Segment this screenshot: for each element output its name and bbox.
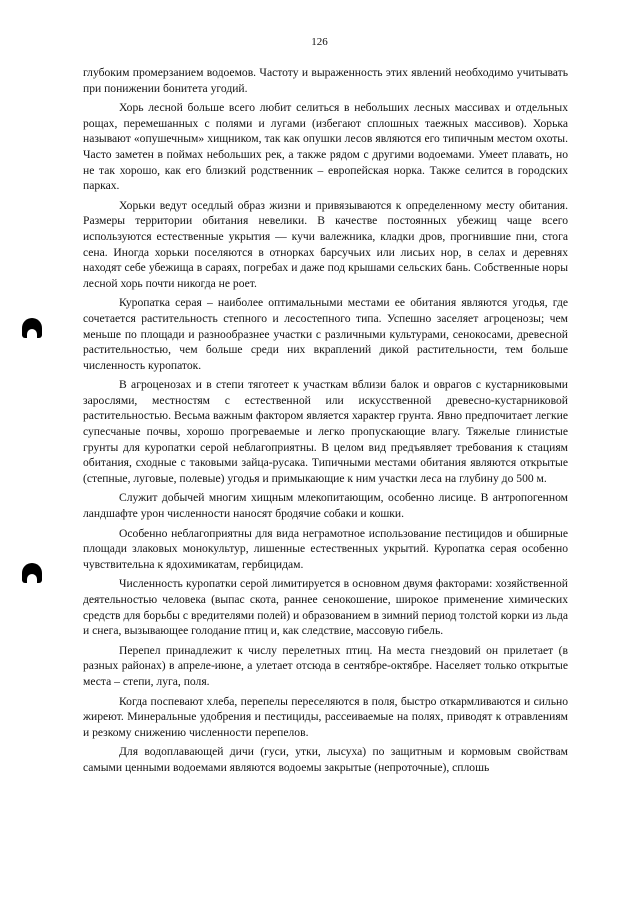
paragraph: Для водоплавающей дичи (гуси, утки, лысуха) по защитным и кормовым свойствам самыми ценными водоемами являются водоемы закрытые (непроточные), сплошь (83, 745, 568, 774)
paragraph: Куропатка серая – наиболее оптимальными местами ее обитания являются угодья, где сочетается растительность степного и лесостепного типа. Успешно заселяет агроценозы; чем меньше по площади и разнообразнее участки с различными культурами, сенокосами, древесной растительностью, чем больше среди них вкраплений дикой растительности, тем больше численность куропаток. (83, 296, 568, 372)
paragraph: Служит добычей многим хищным млекопитающим, особенно лисице. В антропогенном ландшафте урон численности наносят бродячие собаки и кошки. (83, 491, 568, 521)
paragraph: Хорь лесной больше всего любит селиться в небольших лесных массивах и отдельных рощах, перемешанных с полями и лугами (избегают сплошных таежных массивов). Хорька называют «опушечным» хищником, так как опушки лесов являются его типичным местом охоты. Часто заметен в поймах небольших рек, а также рядом с другими водоемами. Умеет плавать, но не так хорошо, как его близкий родственник – европейская норка. Также селится в городских парках. (83, 101, 568, 193)
binder-hole-mark-bottom (22, 563, 42, 583)
page-number: 126 (311, 36, 328, 48)
paragraph: Перепел принадлежит к числу перелетных птиц. На места гнездовий он прилетает (в разных районах) в апреле-июне, а улетает отсюда в сентябре-октябре. Населяет только открытые места – степи, луга, поля. (83, 643, 568, 688)
paragraph: Особенно неблагоприятны для вида неграмотное использование пестицидов и обширные площади злаковых монокультур, лишенные естественных укрытий. Куропатка серая особенно чувствительна к ядохимикатам, гербицидам. (83, 526, 568, 571)
page-body (83, 65, 568, 780)
binder-hole-mark-top (22, 318, 42, 338)
paragraph: Численность куропатки серой лимитируется в основном двумя факторами: хозяйственной деятельностью человека (выпас скота, раннее сенокошение, широкое применение химических средств для борьбы с вредителями полей) и образованием в зимний период толстой корки из льда и снега, вызывающее голодание птиц и, как следствие, массовую гибель. (83, 577, 568, 638)
paragraph: Когда поспевают хлеба, перепелы переселяются в поля, быстро откармливаются и сильно жиреют. Минеральные удобрения и пестициды, рассеиваемые на полях, приводят к отравлениям и резкому снижению численности перепелов. (83, 694, 568, 739)
paragraph: В агроценозах и в степи тяготеет к участкам вблизи балок и оврагов с кустарниковыми зарослями, местностям с естественной или искусственной древесно-кустарниковой растительностью. Весьма важным фактором является характер грунта. Явно предпочитает легкие супесчаные почвы, хорошо прогреваемые и легко пропускающие влагу. Тяжелые глинистые грунты для куропатки серой неблагоприятны. В целом вид предъявляет требования к стациям обитания, сходные с таковыми зайца-русака. Типичными местами обитания являются открытые (степные, луговые, полевые) угодья и примыкающие к ним участки леса на глубину до 500 м. (83, 378, 568, 485)
paragraph: глубоким промерзанием водоемов. Частоту и выраженность этих явлений необходимо учитывать при понижении бонитета угодий. (83, 66, 568, 95)
paragraph: Хорьки ведут оседлый образ жизни и привязываются к определенному месту обитания. Размеры территории обитания невелики. В качестве постоянных убежищ чаще всего используются естественные укрытия — кучи валежника, кладки дров, прогнившие пни, стога сена. Иногда хорьки поселяются в отнорках барсучьих или лисьих нор, в селах и деревнях находят себе убежища в сараях, погребах и даже под крышами сельских бань. Собственные норы лесной хорь почти никогда не роет. (83, 198, 568, 290)
